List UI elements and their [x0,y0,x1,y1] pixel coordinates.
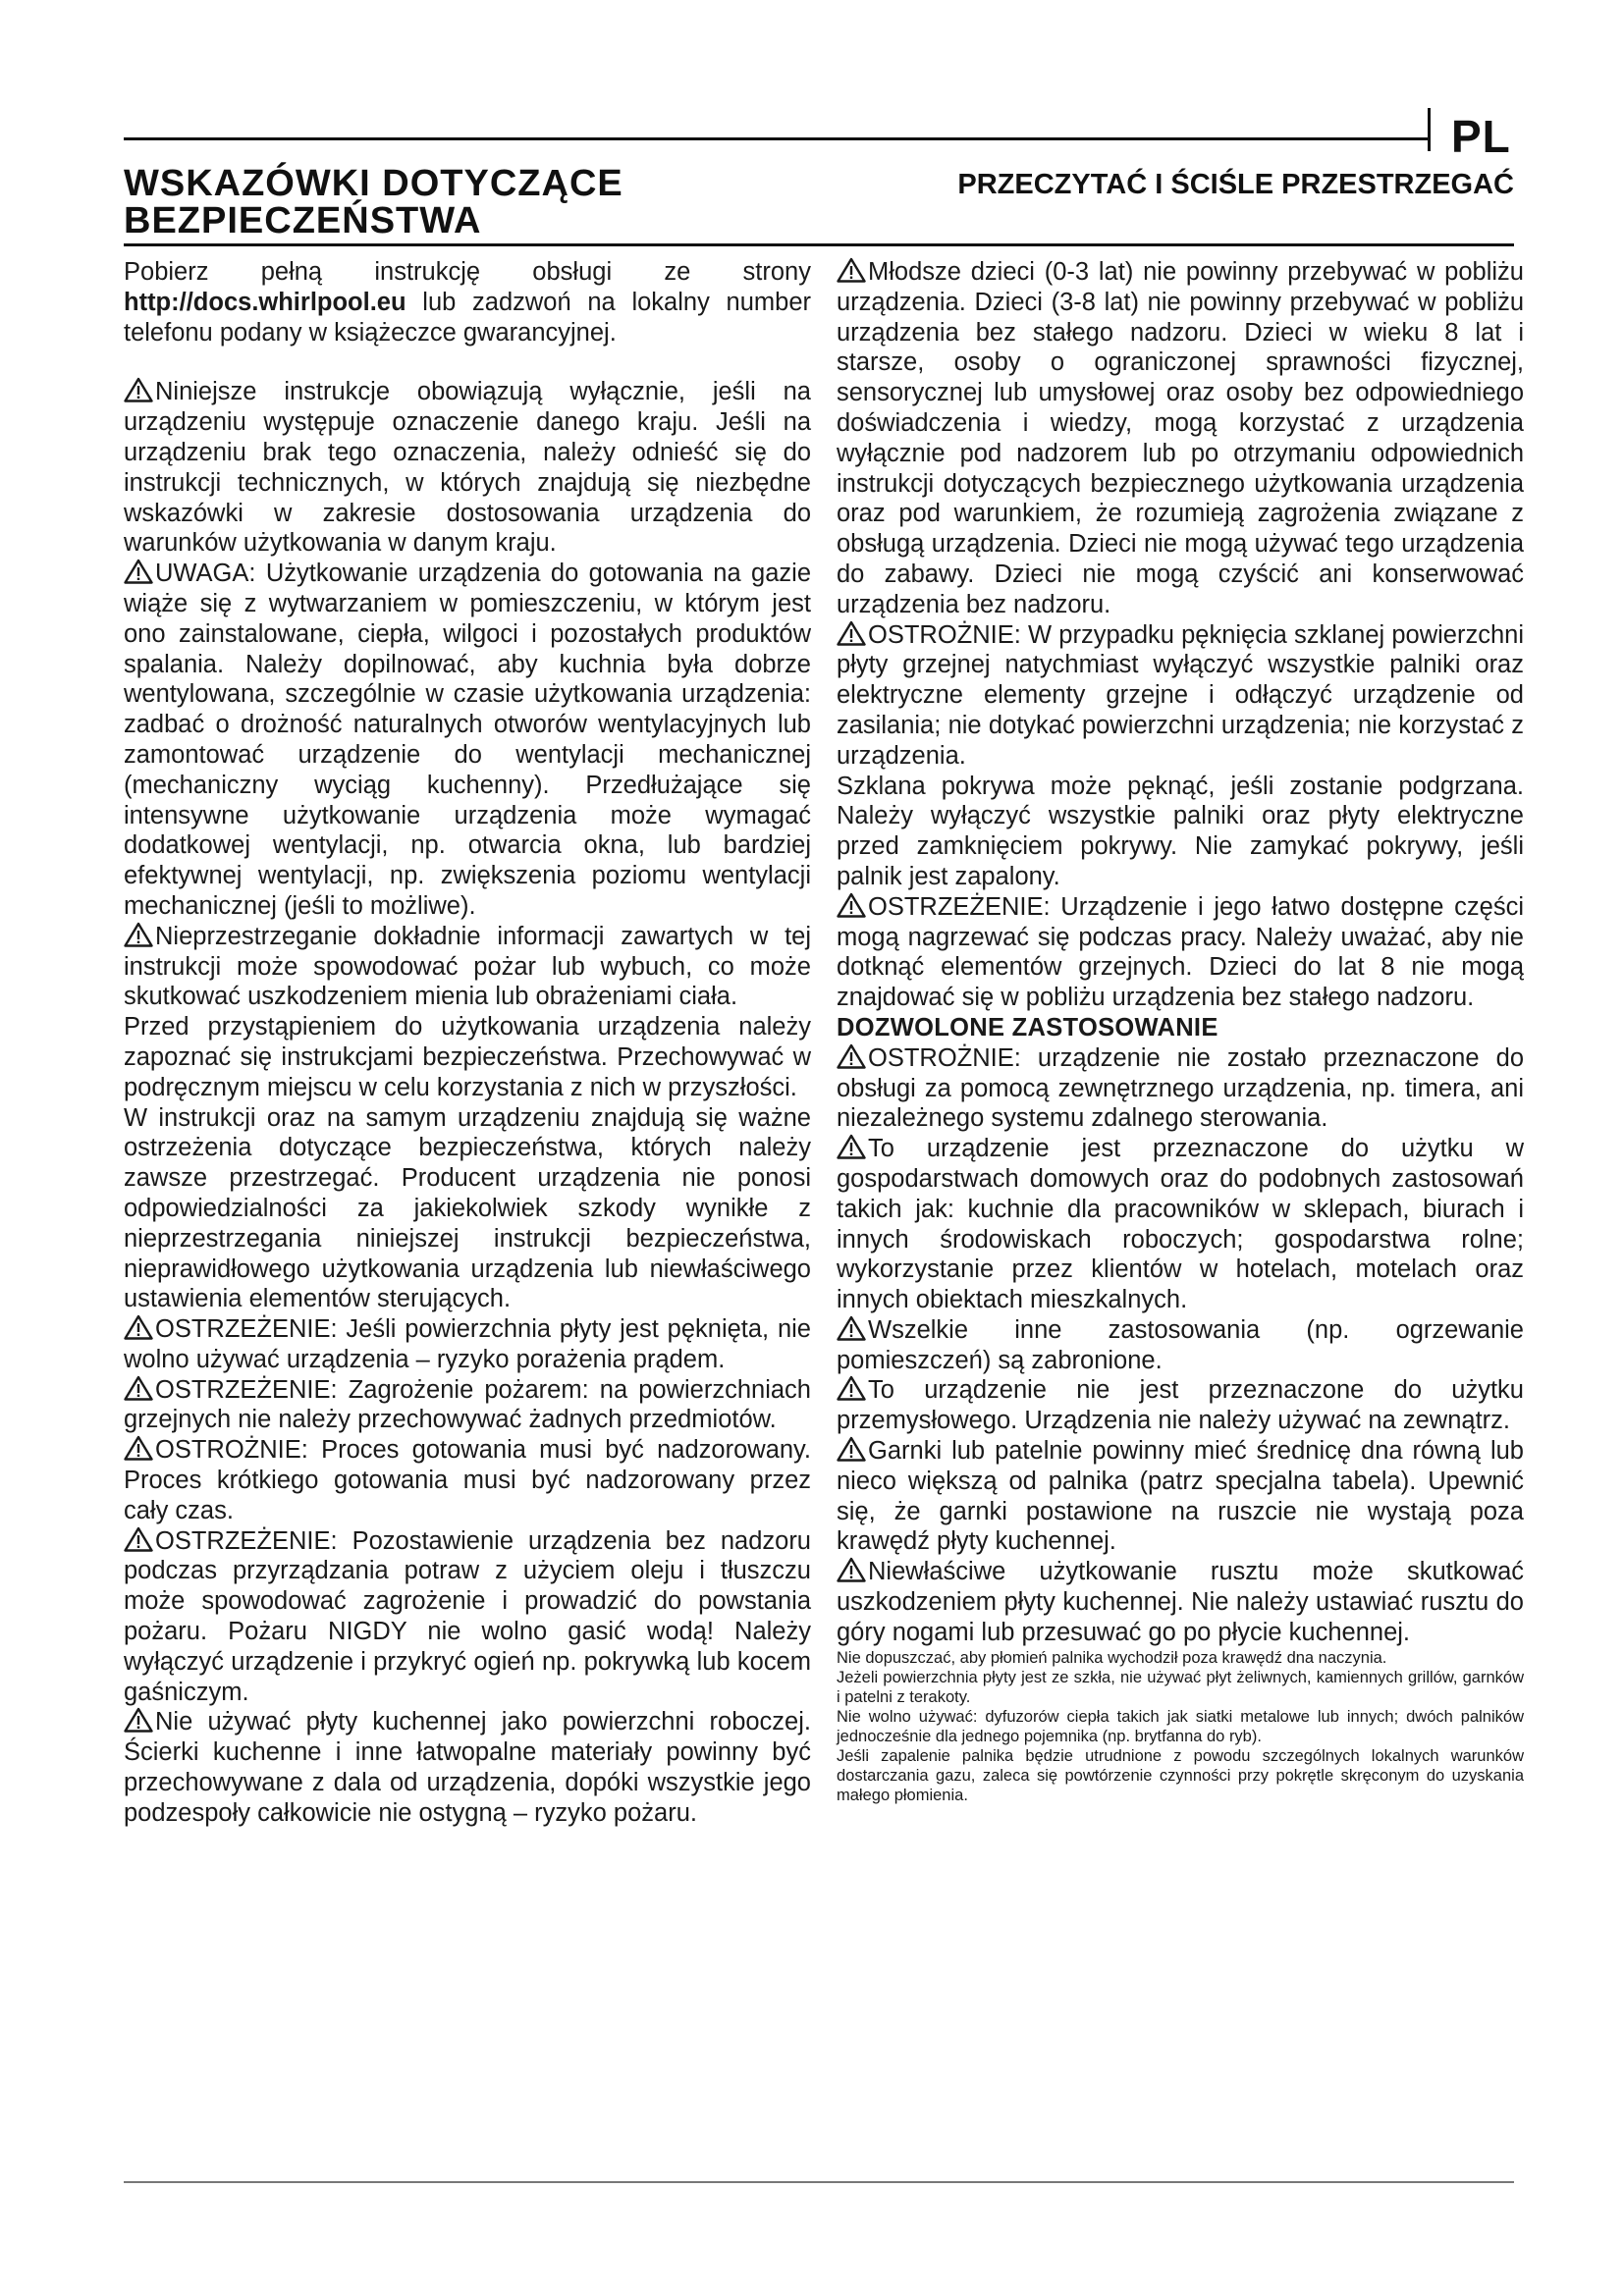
warning-triangle-icon [124,1375,153,1401]
paragraph-read-instructions: Przed przystąpieniem do użytkowania urządzenia należy zapoznać się instrukcjami bezpieczeństwa. Przechowywać w podręcznym miejscu w celu korzystania z nich w przyszłości. [124,1013,811,1101]
paragraph-country-marking: Niniejsze instrukcje obowiązują wyłącznie, jeśli na urządzeniu występuje oznaczenie danego kraju. Jeśli na urządzeniu brak tego oznaczenia, należy odnieść się do instrukcji technicznych, w których znajdują się niezbędne wskazówki w zakresie dostosowania urządzenia do warunków użytkowania w danym kraju. [124,378,811,558]
warning-triangle-icon [124,559,153,584]
warning-triangle-icon [124,1435,153,1461]
paragraph-other-uses: Wszelkie inne zastosowania (np. ogrzewanie pomieszczeń) są zabronione. [837,1315,1524,1374]
paragraph-cracked-surface: OSTRZEŻENIE: Jeśli powierzchnia płyty jest pęknięta, nie wolno używać urządzenia – ryzyko porażenia prądem. [124,1315,811,1373]
docs-link[interactable]: http://docs.whirlpool.eu [124,288,406,316]
note-glass-surface: Jeżeli powierzchnia płyty jest ze szkła, nie używać płyt żeliwnych, kamiennych grillów, garnków i patelni z terakoty. [837,1668,1524,1706]
warning-triangle-icon [124,1526,153,1552]
left-column [124,257,811,1829]
paragraph-glass-crack: OSTROŻNIE: W przypadku pęknięcia szklanej powierzchni płyty grzejnej natychmiast wyłączyć wszystkie palniki oraz elektryczne elementy grzejne i odłączyć urządzenie od zasilania; nie dotykać powierzchni urządzenia; nie korzystać z urządzenia. [837,620,1524,770]
header-divider [124,243,1514,246]
paragraph-manufacturer-liability: W instrukcji oraz na samym urządzeniu znajdują się ważne ostrzeżenia dotyczące bezpieczeństwa, których należy zawsze przestrzegać. Producent urządzenia nie ponosi odpowiedzialności za jakiekolwiek szkody wynikłe z nieprzestrzegania niniejszej instrukcji bezpieczeństwa, nieprawidłowego użytkowania urządzenia lub niewłaściwego ustawienia elementów sterujących. [124,1103,811,1313]
warning-triangle-icon [837,1436,866,1462]
paragraph-fire-hazard: OSTRZEŻENIE: Zagrożenie pożarem: na powierzchniach grzejnych nie należy przechowywać żadnych przedmiotów. [124,1375,811,1434]
top-rule [124,137,1430,140]
warning-triangle-icon [837,257,866,283]
paragraph-external-timer: OSTROŻNIE: urządzenie nie zostało przeznaczone do obsługi za pomocą zewnętrznego urządzenia, np. timera, ani niezależnego systemu zdalnego sterowania. [837,1043,1524,1133]
paragraph-ventilation: UWAGA: Użytkowanie urządzenia do gotowania na gazie wiąże się z wytwarzaniem w pomieszczeniu, w którym jest ono zainstalowane, ciepła, wilgoci i pozostałych produktów spalania. Należy dopilnować, aby kuchnia była dobrze wentylowana, szczególnie w czasie użytkowania urządzenia: zadbać o drożność naturalnych otworów wentylacyjnych lub zamontować urządzenie do wentylacji mechanicznej (mechaniczny wyciąg kuchenny). Przedłużające się intensywne użytkowanie urządzenia może wymagać dodatkowej wentylacji, np. otwarcia okna, lub bardziej efektywnej wentylacji, np. zwiększenia poziomu wentylacji mechanicznej (jeśli to możliwe). [124,560,811,920]
paragraph-hot-parts: OSTRZEŻENIE: Urządzenie i jego łatwo dostępne części mogą nagrzewać się podczas pracy. Należy uważać, aby nie dotknąć elementów grzejnych. Dzieci do lat 8 nie mogą znajdować się w pobliżu urządzenia bez stałego nadzoru. [837,892,1524,1012]
warning-triangle-icon [837,1557,866,1582]
top-rule-tick [1428,108,1431,151]
section-heading-permitted-use: DOZWOLONE ZASTOSOWANIE [837,1013,1218,1041]
right-column [837,257,1524,1805]
paragraph-grid-misuse: Niewłaściwe użytkowanie rusztu może skutkować uszkodzeniem płyty kuchennej. Nie należy ustawiać rusztu do góry nogami lub przesuwać go po płycie kuchennej. [837,1558,1524,1646]
paragraph-oil-fire: OSTRZEŻENIE: Pozostawienie urządzenia bez nadzoru podczas przyrządzania potraw z użyciem oleju i tłuszczu może spowodować zagrożenie i prowadzić do powstania pożaru. Pożaru NIGDY nie wolno gasić wodą! Należy wyłączyć urządzenie i przykryć ogień np. pokrywką lub kocem gaśniczym. [124,1526,811,1706]
language-code: PL [1451,111,1511,162]
warning-triangle-icon [837,1375,866,1401]
intro-paragraph: Pobierz pełną instrukcję obsługi ze strony http://docs.whirlpool.eu lub zadzwoń na lokalny number telefonu podany w książeczce gwarancyjnej. [124,258,811,347]
note-ignition: Jeśli zapalenie palnika będzie utrudnione z powodu szczególnych lokalnych warunków dostarczania gazu, zaleca się powtórzenie czynności przy pokrętle skręconym do uzyskania małego płomienia. [837,1746,1524,1804]
note-diffusers: Nie wolno używać: dyfuzorów ciepła takich jak siatki metalowe lub innych; dwóch palników jednocześnie dla jednego pojemnika (np. brytfanna do ryb). [837,1707,1524,1745]
paragraph-supervised-cooking: OSTROŻNIE: Proces gotowania musi być nadzorowany. Proces krótkiego gotowania musi być nadzorowany przez cały czas. [124,1436,811,1524]
warning-triangle-icon [124,1314,153,1340]
warning-triangle-icon [124,377,153,402]
warning-triangle-icon [837,620,866,646]
warning-triangle-icon [124,922,153,947]
paragraph-pan-diameter: Garnki lub patelnie powinny mieć średnicę dna równą lub nieco większą od palnika (patrz specjalna tabela). Upewnić się, że garnki postawione na ruszcie nie wystają poza krawędź płyty kuchennej. [837,1437,1524,1556]
paragraph-glass-lid: Szklana pokrywa może pęknąć, jeśli zostanie podgrzana. Należy wyłączyć wszystkie palniki oraz płyty elektryczne przed zamknięciem pokrywy. Nie zamykać pokrywy, jeśli palnik jest zapalony. [837,772,1524,890]
warning-triangle-icon [837,1043,866,1069]
warning-triangle-icon [837,1134,866,1159]
paragraph-fire-explosion: Nieprzestrzeganie dokładnie informacji zawartych w tej instrukcji może spowodować pożar lub wybuch, co może skutkować uszkodzeniem mienia lub obrażeniami ciała. [124,922,811,1011]
footer-rule [124,2181,1514,2183]
note-flame: Nie dopuszczać, aby płomień palnika wychodził poza krawędź dna naczynia. [837,1648,1387,1667]
paragraph-industrial-use: To urządzenie nie jest przeznaczone do użytku przemysłowego. Urządzenia nie należy używać na zewnątrz. [837,1376,1524,1435]
page-title: WSKAZÓWKI DOTYCZĄCE BEZPIECZEŃSTWA [124,163,623,241]
paragraph-children: Młodsze dzieci (0-3 lat) nie powinny przebywać w pobliżu urządzenia. Dzieci (3-8 lat) nie powinny przebywać w pobliżu urządzenia bez stałego nadzoru. Dzieci w wieku 8 lat i starsze, osoby o ograniczonej sprawności fizycznej, sensorycznej lub umysłowej oraz osoby bez odpowiedniego doświadczenia i wiedzy, mogą korzystać z urządzenia wyłącznie pod nadzorem lub po otrzymaniu odpowiednich instrukcji dotyczących bezpiecznego użytkowania urządzenia oraz pod warunkiem, że rozumieją zagrożenia związane z obsługą urządzenia. Dzieci nie mogą używać tego urządzenia do zabawy. Dzieci nie mogą czyścić ani konserwować urządzenia bez nadzoru. [837,258,1524,618]
page-subtitle: PRZECZYTAĆ I ŚCIŚLE PRZESTRZEGAĆ [957,169,1514,200]
warning-triangle-icon [124,1707,153,1733]
paragraph-work-surface: Nie używać płyty kuchennej jako powierzchni roboczej. Ścierki kuchenne i inne łatwopalne materiały powinny być przechowywane z dala od urządzenia, dopóki wszystkie jego podzespoły całkowicie nie ostygną – ryzyko pożaru. [124,1708,811,1827]
warning-triangle-icon [837,892,866,918]
paragraph-household-use: To urządzenie jest przeznaczone do użytku w gospodarstwach domowych oraz do podobnych zastosowań takich jak: kuchnie dla pracowników w sklepach, biurach i innych środowiskach roboczych; gospodarstwa rolne; wykorzystanie przez klientów w hotelach, motelach oraz innych obiektach mieszkalnych. [837,1135,1524,1314]
warning-triangle-icon [837,1315,866,1341]
